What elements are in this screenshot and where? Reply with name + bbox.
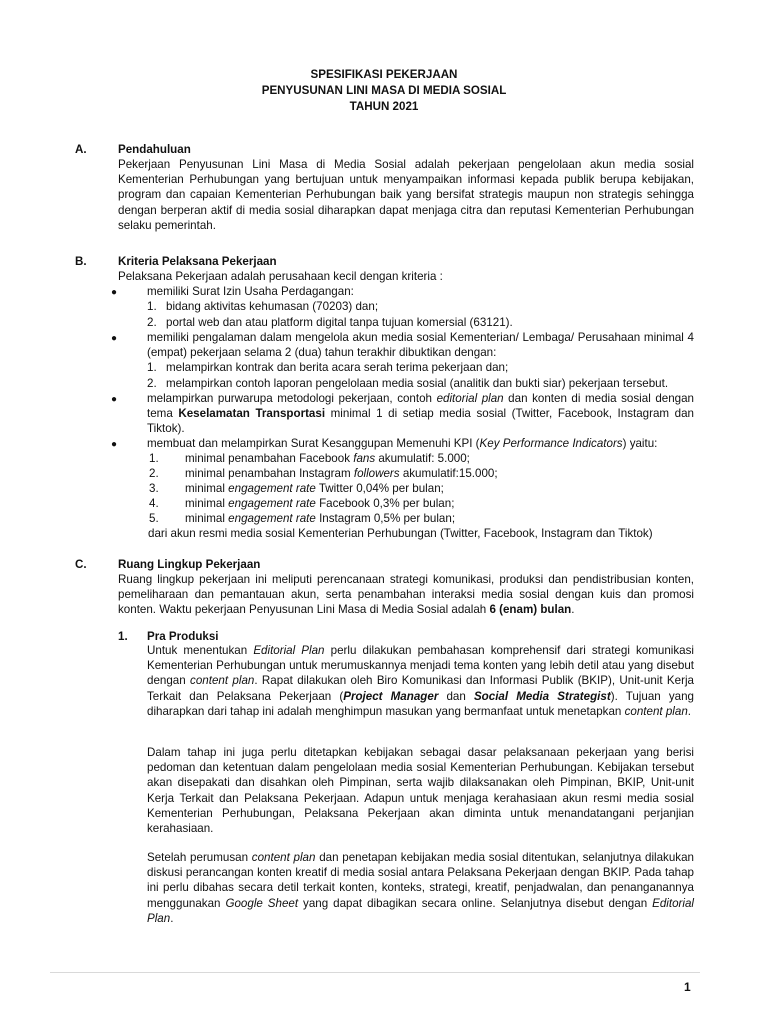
kpi-item-2: minimal penambahan Instagram followers akumulatif:15.000; xyxy=(185,467,498,480)
section-c-letter: C. xyxy=(75,558,87,571)
criteria-2-item-2-num: 2. xyxy=(147,377,157,390)
criteria-bullet-4: membuat dan melampirkan Surat Kesanggupan Memenuhi KPI (Key Performance Indicators) yaitu: xyxy=(147,437,658,450)
kpi-item-1: minimal penambahan Facebook fans akumulatif: 5.000; xyxy=(185,452,470,465)
kpi-item-3: minimal engagement rate Twitter 0,04% per bulan; xyxy=(185,482,444,495)
kpi-item-5: minimal engagement rate Instagram 0,5% per bulan; xyxy=(185,512,456,525)
section-c-heading: Ruang Lingkup Pekerjaan xyxy=(118,558,261,571)
pra-produksi-para-3: Setelah perumusan content plan dan penetapan kebijakan media sosial ditentukan, selanjutnya dilakukan diskusi perancangan konten kreatif di media sosial antara Pelaksana Pekerjaan dengan BKIP. Pada tahap ini perlu dibahas secara detil terkait konten, konteks, strategi, kreatif, penjadwalan, dan penanganannya menggunakan Google Sheet yang dapat dibagikan secara online. Selanjutnya disebut dengan Editorial Plan. xyxy=(147,851,694,925)
bullet-dot: ● xyxy=(111,439,118,450)
criteria-1-item-1-num: 1. xyxy=(147,300,157,313)
kpi-4-num: 4. xyxy=(149,497,159,510)
criteria-2-item-1: melampirkan kontrak dan berita acara serah terima pekerjaan dan; xyxy=(166,361,509,374)
criteria-bullet-3: melampirkan purwarupa metodologi pekerjaan, contoh editorial plan dan konten di media sosial dengan tema Keselamatan Transportasi minimal 1 di setiap media sosial (Twitter, Facebook, Instagram dan Tiktok). xyxy=(147,392,695,436)
kpi-footer: dari akun resmi media sosial Kementerian Perhubungan (Twitter, Facebook, Instagram dan Tiktok) xyxy=(148,527,653,540)
criteria-2-item-2: melampirkan contoh laporan pengelolaan media sosial (analitik dan bukti siar) pekerjaan tersebut. xyxy=(166,377,669,390)
kpi-1-num: 1. xyxy=(149,452,159,465)
kpi-3-num: 3. xyxy=(149,482,159,495)
doc-title-line2: PENYUSUNAN LINI MASA DI MEDIA SOSIAL xyxy=(261,84,507,97)
pra-produksi-para-1: Untuk menentukan Editorial Plan perlu dilakukan pembahasan komprehensif dari strategi komunikasi Kementerian Perhubungan untuk merumuskannya menjadi tema konten yang lebih detil atau yang disebut dengan content plan. Rapat dilakukan oleh Biro Komunikasi dan Informasi Publik (BKIP), Unit-unit Kerja Terkait dan Pelaksana Pekerjaan (Project Manager dan Social Media Strategist). Tujuan yang diharapkan dari tahap ini adalah menghimpun masukan yang bermanfaat untuk menetapkan content plan. xyxy=(147,644,694,718)
doc-title-line3: TAHUN 2021 xyxy=(349,100,419,113)
criteria-2-item-1-num: 1. xyxy=(147,361,157,374)
section-a-heading: Pendahuluan xyxy=(118,143,191,156)
section-c-paragraph: Ruang lingkup pekerjaan ini meliputi perencanaan strategi komunikasi, produksi dan pendistribusian konten, pemeliharaan dan pemantauan akun, serta penambahan interaksi media sosial dengan kuis dan promosi konten. Waktu pekerjaan Penyusunan Lini Masa di Media Sosial adalah 6 (enam) bulan. xyxy=(118,573,694,617)
criteria-1-item-2-num: 2. xyxy=(147,316,157,329)
section-a-letter: A. xyxy=(75,143,87,156)
section-b-letter: B. xyxy=(75,255,87,268)
footer-divider xyxy=(50,972,700,973)
pra-produksi-para-2: Dalam tahap ini juga perlu ditetapkan kebijakan sebagai dasar pelaksanaan pekerjaan yang berisi pedoman dan ketentuan dalam pengelolaan media sosial Kementerian Perhubungan. Kebijakan tersebut akan disepakati dan disahkan oleh Pimpinan, serta wajib dilaksanakan oleh Pimpinan, BKIP, Unit-unit Kerja Terkait dan Pelaksana Pekerjaan. Adapun untuk menjaga kerahasiaan akun resmi media sosial Kementerian Perhubungan, Pelaksana Pekerjaan akan diminta untuk menandatangani perjanjian kerahasiaan. xyxy=(147,746,694,836)
subsection-1-num: 1. xyxy=(118,630,128,643)
bullet-dot: ● xyxy=(111,287,118,298)
criteria-1-item-1: bidang aktivitas kehumasan (70203) dan; xyxy=(166,300,379,313)
page-number: 1 xyxy=(684,980,691,994)
bullet-dot: ● xyxy=(111,333,118,344)
doc-title-line1: SPESIFIKASI PEKERJAAN xyxy=(310,68,458,81)
kpi-5-num: 5. xyxy=(149,512,159,525)
criteria-1-item-2: portal web dan atau platform digital tanpa tujuan komersial (63121). xyxy=(166,316,513,329)
section-b-heading: Kriteria Pelaksana Pekerjaan xyxy=(118,255,277,268)
kpi-item-4: minimal engagement rate Facebook 0,3% per bulan; xyxy=(185,497,455,510)
kpi-2-num: 2. xyxy=(149,467,159,480)
section-b-intro: Pelaksana Pekerjaan adalah perusahaan kecil dengan kriteria : xyxy=(118,270,443,283)
criteria-bullet-2: memiliki pengalaman dalam mengelola akun media sosial Kementerian/ Lembaga/ Perusahaan minimal 4 (empat) pekerjaan selama 2 (dua) tahun terakhir dibuktikan dengan: xyxy=(147,331,694,360)
criteria-bullet-1: memiliki Surat Izin Usaha Perdagangan: xyxy=(147,285,354,298)
section-a-paragraph: Pekerjaan Penyusunan Lini Masa di Media Sosial adalah pekerjaan pengelolaan akun media sosial Kementerian Perhubungan yang bertujuan untuk menyampaikan informasi kepada publik berupa kebijakan, program dan capaian Kementerian Perhubungan baik yang bersifat strategis maupun non strategis sehingga dengan berperan aktif di media sosial diharapkan dapat menjaga citra dan reputasi Kementerian Perhubungan selaku pemerintah. xyxy=(118,158,694,232)
bullet-dot: ● xyxy=(111,394,118,405)
subsection-1-heading: Pra Produksi xyxy=(147,630,219,643)
